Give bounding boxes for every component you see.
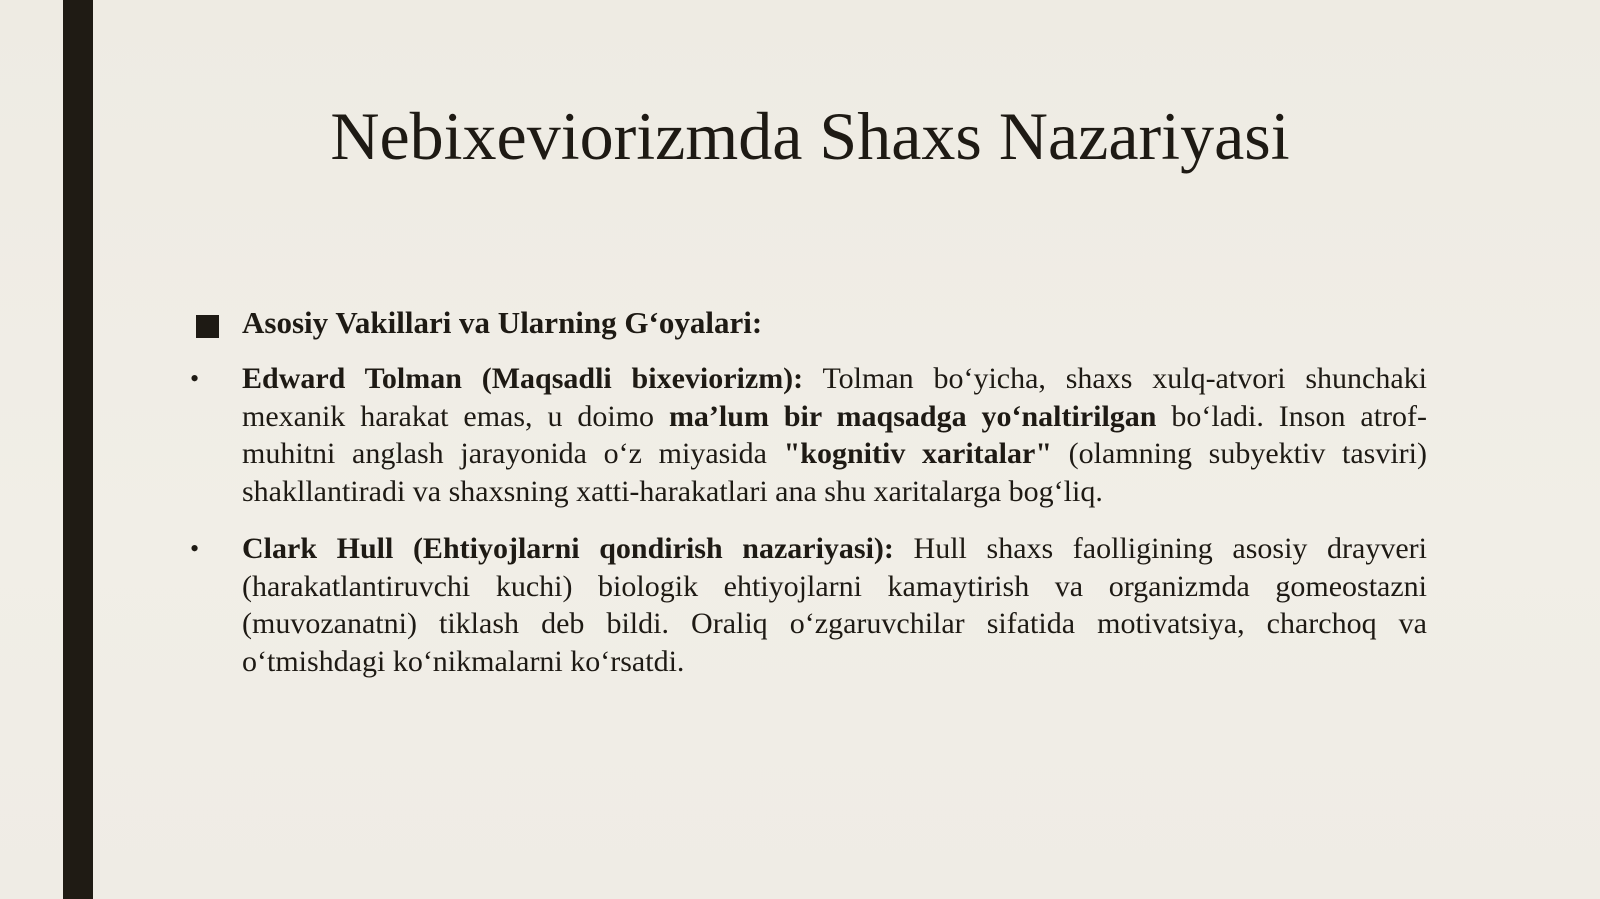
section-heading-row (190, 304, 1427, 341)
slide-content (190, 304, 1427, 700)
square-bullet-icon (196, 315, 219, 338)
list-item-tolman (190, 360, 1427, 510)
item-text: Tolman bo‘yicha, shaxs xulq-atvori shunchaki mexanik harakat emas, u doimo (242, 362, 1427, 433)
item-lead: Edward Tolman (Maqsadli bixeviorizm): (242, 362, 804, 395)
item-emphasis: ma’lum bir maqsadga yo‘naltirilgan (668, 399, 1157, 433)
item-text: Hull shaxs faolligining asosiy drayveri (harakatlantiruvchi kuchi) biologik ehtiyojlarni kamaytirish va organizmda gomeostazni (muvozanatni) tiklash deb bildi. Oraliq o‘zgaruvchilar sifatida motivatsiya, charchoq va o‘tmishdagi ko‘nikmalarni ko‘rsatdi. (242, 532, 1427, 678)
item-lead: Clark Hull (Ehtiyojlarni qondirish nazariyasi): (242, 532, 894, 565)
left-accent-bar (63, 0, 93, 899)
item-text: (olamning subyektiv tasviri) shakllantiradi va shaxsning xatti-harakatlari ana shu xaritalarga bog‘liq. (242, 437, 1427, 508)
list-item-hull (190, 530, 1427, 680)
bullet-dot-icon: • (190, 364, 200, 393)
bullet-dot-icon: • (190, 534, 200, 563)
slide-title: Nebixeviorizmda Shaxs Nazariyasi (330, 98, 1290, 174)
item-emphasis: "kognitiv xaritalar" (783, 437, 1052, 470)
item-text: bo‘ladi. Inson atrof-muhitni anglash jarayonida o‘z miyasida (242, 399, 1427, 470)
section-heading: Asosiy Vakillari va Ularning G‘oyalari: (242, 305, 763, 340)
